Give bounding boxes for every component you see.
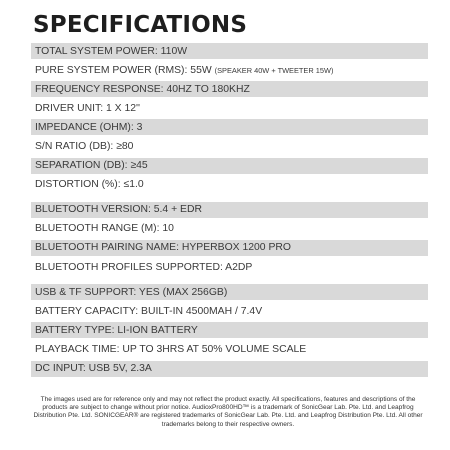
spec-label: BLUETOOTH PROFILES SUPPORTED: A2DP [35,261,253,273]
spec-row [31,284,428,300]
page-title: SPECIFICATIONS [33,12,248,38]
spec-label: BLUETOOTH VERSION: 5.4 + EDR [35,204,202,216]
spec-label: DC INPUT: USB 5V, 2.3A [35,363,152,374]
spec-row [31,202,428,218]
spec-row [31,81,428,97]
spec-row [31,158,428,174]
spec-row [31,43,428,59]
spec-label: PLAYBACK TIME: UP TO 3HRS AT 50% VOLUME SCALE [35,343,307,355]
spec-row [31,259,428,275]
spec-label: USB & TF SUPPORT: YES (MAX 256GB) [35,286,228,298]
spec-row [31,361,428,377]
spec-note: (SPEAKER 40W + TWEETER 15W) [214,65,334,75]
spec-label: BATTERY CAPACITY: BUILT-IN 4500MAH / 7.4V [35,305,263,317]
spec-label: S/N RATIO (DB): ≥80 [35,140,134,152]
spec-row [31,240,428,256]
spec-row [31,322,428,338]
spec-row [31,100,428,116]
spec-label: FREQUENCY RESPONSE: 40HZ TO 180KHZ [35,83,250,95]
spec-row [31,119,428,135]
spec-list [31,43,428,380]
spec-row [31,221,428,237]
spec-row [31,177,428,193]
spec-label: DISTORTION (%): ≤1.0 [35,179,144,191]
spec-label: BATTERY TYPE: LI-ION BATTERY [35,324,198,336]
disclaimer-text: The images used are for reference only and may not reflect the product exactly. All specifications, features and descriptions of the products are subject to change without prior notice. AudioxPro800HD™ is a trademark of SonicGear Lab. Pte. Ltd. and Leapfrog Distribution Pte. Ltd. SONICGEAR® are registered trademarks of SonicGear Lab. Pte. Ltd. and Leapfrog Distribution Pte. Ltd. All other trademarks belong to their respective owners. [33,396,423,428]
spec-row [31,138,428,154]
spec-label: SEPARATION (DB): ≥45 [35,160,148,172]
spec-label: PURE SYSTEM POWER (RMS): 55W [35,64,212,76]
spec-label: IMPEDANCE (OHM): 3 [35,121,143,133]
spec-label: TOTAL SYSTEM POWER: 110W [35,45,188,57]
spec-row [31,341,428,357]
spec-label: BLUETOOTH RANGE (M): 10 [35,223,174,235]
spec-row [31,303,428,319]
spec-label: BLUETOOTH PAIRING NAME: HYPERBOX 1200 PRO [35,242,291,254]
spec-label: DRIVER UNIT: 1 X 12'' [35,102,141,114]
spec-row [31,62,428,78]
